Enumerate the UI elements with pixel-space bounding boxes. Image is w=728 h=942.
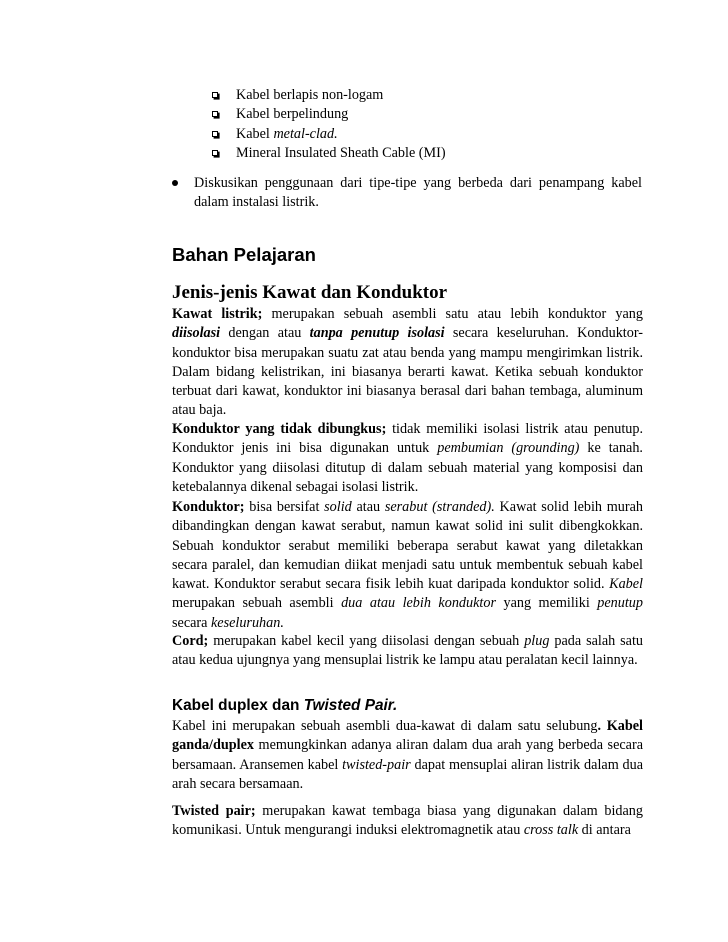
square-bullet-icon: [212, 111, 218, 117]
paragraph-twisted-pair: Twisted pair; merupakan kawat tembaga biasa yang digunakan dalam bidang komunikasi. Untuk mengurangi induksi elektromagnetik atau cross talk di antara: [172, 803, 643, 839]
paragraph-kawat-listrik: Kawat listrik; merupakan sebuah asembli satu atau lebih konduktor yang diisolasi dengan atau tanpa penutup isolasi secara keseluruhan. Konduktor-konduktor bisa merupakan suatu zat atau benda yang mampu mengirimkan listrik. Dalam bidang kelistrikan, ini biasanya berarti kawat. Ketika sebuah konduktor terbuat dari kawat, konduktor ini biasanya berasal dari bahan tembaga, aluminum atau baja.: [172, 306, 643, 419]
list-item-text: Mineral Insulated Sheath Cable (MI): [236, 144, 446, 161]
list-item-text: Kabel berlapis non-logam: [236, 87, 384, 103]
section-heading-bahan-pelajaran: Bahan Pelajaran: [172, 244, 316, 265]
discussion-text: Diskusikan penggunaan dari tipe-tipe yang berbeda dari penampang kabel dalam instalasi listrik.: [194, 175, 642, 211]
square-bullet-icon: [212, 92, 218, 98]
subsection-heading-kabel-duplex: Kabel duplex dan Twisted Pair.: [172, 697, 398, 714]
list-item-text: Kabel berpelindung: [236, 106, 349, 123]
round-bullet-icon: [172, 180, 178, 186]
square-bullet-icon: [212, 131, 218, 137]
paragraph-konduktor-tidak-dibungkus: Konduktor yang tidak dibungkus; tidak memiliki isolasi listrik atau penutup. Konduktor jenis ini bisa digunakan untuk pembumian (grounding) ke tanah. Konduktor yang diisolasi ditutup di dalam sebuah material yang komposisi dan ketebalannya dikenal sebagai isolasi listrik.: [172, 421, 643, 495]
paragraph-kabel-duplex: Kabel ini merupakan sebuah asembli dua-kawat di dalam satu selubung. Kabel ganda/duplex memungkinkan adanya aliran dalam dua arah yang berbeda secara bersamaan. Aransemen kabel twisted-pair dapat mensuplai aliran listrik dalam dua arah secara bersamaan.: [172, 718, 643, 792]
square-bullet-icon: [212, 150, 218, 156]
subsection-heading-jenis-kawat: Jenis-jenis Kawat dan Konduktor: [172, 282, 448, 303]
paragraph-cord: Cord; merupakan kabel kecil yang diisolasi dengan sebuah plug pada salah satu atau kedua ujungnya yang mensuplai listrik ke lampu atau peralatan kecil lainnya.: [172, 633, 643, 669]
list-item-text: Kabel metal-clad.: [236, 125, 338, 142]
discussion-bullet: [172, 174, 642, 213]
paragraph-konduktor: Konduktor; bisa bersifat solid atau serabut (stranded). Kawat solid lebih murah dibandingkan dengan kawat serabut, namun kawat solid ini sulit dibengkokkan. Sebuah konduktor serabut memiliki beberapa serabut kawat yang diletakkan secara paralel, dan kemudian diikat menjadi satu untuk membentuk sebuah kabel kawat. Konduktor serabut secara fisik lebih kuat daripada konduktor solid. Kabel merupakan sebuah asembli dua atau lebih konduktor yang memiliki penutup secara keseluruhan.: [172, 499, 643, 631]
